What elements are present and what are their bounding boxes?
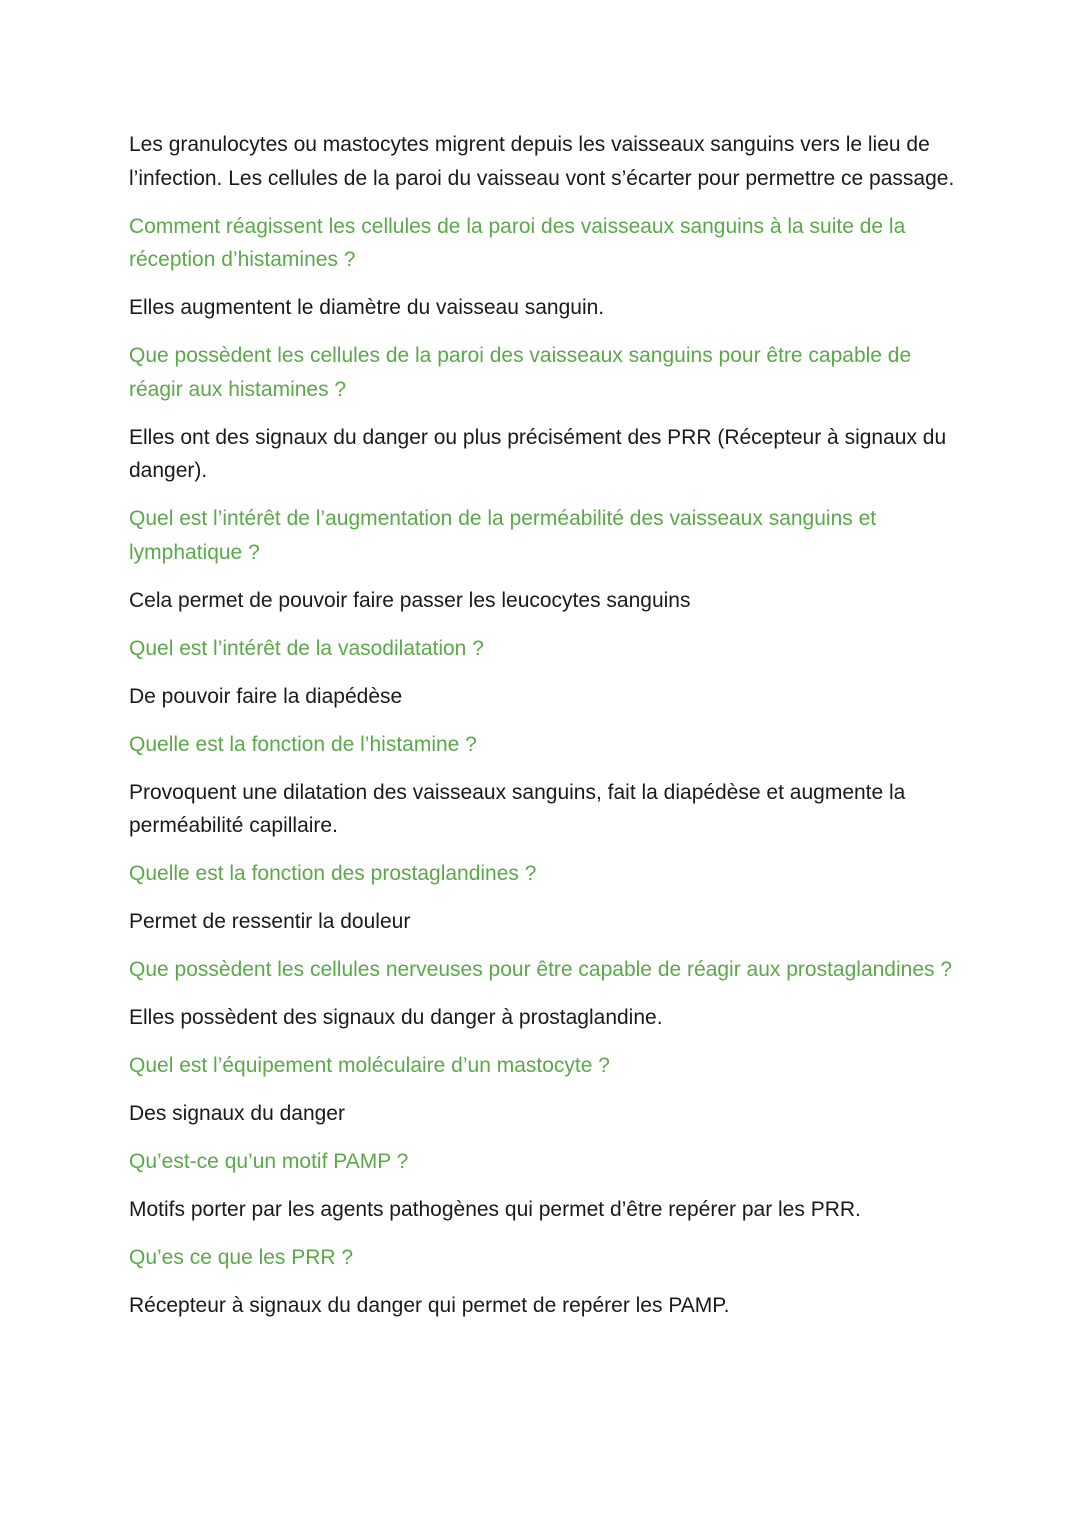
question-paragraph: Quelle est la fonction des prostaglandines ? [129,862,537,885]
question-paragraph: Quel est l’intérêt de la vasodilatation ? [129,636,484,660]
question-paragraph: Comment réagissent les cellules de la paroi des vaisseaux sanguins à la suite de la réception d’histamines ? [129,214,906,271]
question-paragraph: Quel est l’intérêt de l’augmentation de la perméabilité des vaisseaux sanguins et lymphatique ? [129,507,877,564]
question-paragraph: Quelle est la fonction de l’histamine ? [129,732,477,756]
answer-paragraph: Elles possèdent des signaux du danger à prostaglandine. [129,1006,663,1029]
answer-paragraph: Provoquent une dilatation des vaisseaux sanguins, fait la diapédèse et augmente la perméabilité capillaire. [129,780,906,837]
answer-paragraph: Elles augmentent le diamètre du vaisseau sanguin. [129,296,605,319]
answer-paragraph: Permet de ressentir la douleur [129,910,411,933]
question-paragraph: Qu’est-ce qu’un motif PAMP ? [129,1150,409,1173]
question-paragraph: Qu’es ce que les PRR ? [129,1246,354,1269]
question-paragraph: Que possèdent les cellules de la paroi des vaisseaux sanguins pour être capable de réagir aux histamines ? [129,344,912,401]
answer-paragraph: Les granulocytes ou mastocytes migrent depuis les vaisseaux sanguins vers le lieu de l’infection. Les cellules de la paroi du vaisseau vont s’écarter pour permettre ce passage. [129,133,955,190]
answer-paragraph: Elles ont des signaux du danger ou plus précisément des PRR (Récepteur à signaux du danger). [129,425,947,482]
answer-paragraph: Des signaux du danger [129,1102,345,1125]
question-paragraph: Quel est l’équipement moléculaire d’un mastocyte ? [129,1054,610,1077]
answer-paragraph: Cela permet de pouvoir faire passer les leucocytes sanguins [129,588,691,612]
answer-paragraph: De pouvoir faire la diapédèse [129,684,403,708]
question-paragraph: Que possèdent les cellules nerveuses pour être capable de réagir aux prostaglandines ? [129,958,953,981]
document-page [129,128,959,1337]
answer-paragraph: Motifs porter par les agents pathogènes qui permet d’être repérer par les PRR. [129,1198,861,1221]
answer-paragraph: Récepteur à signaux du danger qui permet de repérer les PAMP. [129,1294,730,1317]
